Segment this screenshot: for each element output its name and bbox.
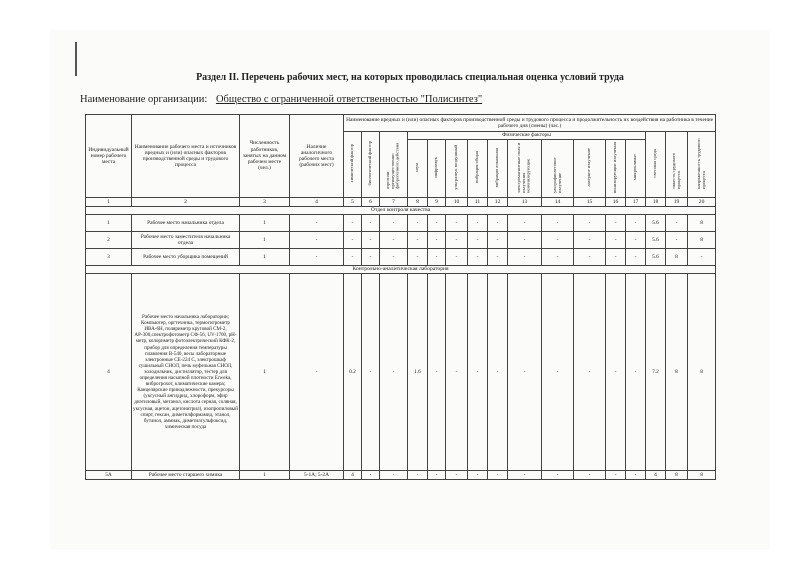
col-number: 4 <box>290 198 344 207</box>
row-name: Рабочее место начальника отдела <box>132 215 240 232</box>
row-id: 3 <box>86 249 132 266</box>
row-value: - <box>408 232 428 249</box>
row-value: - <box>468 215 488 232</box>
header-f16: ионизирующие излучения <box>612 141 618 194</box>
organization-label: Наименование организации: <box>80 94 208 105</box>
row-analog: - <box>290 215 344 232</box>
col-number: 12 <box>488 198 508 207</box>
row-count: 1 <box>240 215 290 232</box>
header-f20: напряженность трудового процесса <box>695 138 706 190</box>
row-id: 4 <box>86 274 132 471</box>
table-row <box>86 249 716 266</box>
row-name: Рабочее место заместителя начальника отдела <box>132 232 240 249</box>
header-f14: ультрафиолетовое излучение <box>551 157 562 194</box>
row-value: - <box>362 471 380 480</box>
organization-line <box>80 94 482 105</box>
row-value: - <box>344 232 362 249</box>
col-number: 3 <box>240 198 290 207</box>
row-value: - <box>488 232 508 249</box>
row-value: - <box>574 249 606 266</box>
row-value: - <box>446 249 468 266</box>
col-number: 1 <box>86 198 132 207</box>
col-number: 10 <box>446 198 468 207</box>
row-count: 1 <box>240 274 290 471</box>
row-value: - <box>380 471 408 480</box>
row-value: - <box>688 249 716 266</box>
header-f10: ультразвук воздушный <box>453 145 459 190</box>
header-f6: биологический фактор <box>367 141 373 186</box>
row-analog: 5-1А; 5-2А <box>290 471 344 480</box>
row-value: - <box>488 215 508 232</box>
col-number: 11 <box>468 198 488 207</box>
row-value: - <box>428 232 446 249</box>
row-value: - <box>344 215 362 232</box>
row-value: - <box>446 232 468 249</box>
header-factors-group: Наименование вредных и (или) опасных факторов производственной среды и трудового процесса и продолжительность их воздействия на работника в течение рабочего дня (смены) (час.) <box>344 115 716 132</box>
row-value: 8 <box>688 471 716 480</box>
row-value: - <box>488 274 508 471</box>
row-value: - <box>606 471 626 480</box>
row-value: - <box>468 232 488 249</box>
header-f9: инфразвук <box>433 157 439 178</box>
header-f8: шум <box>414 163 420 172</box>
header-count: Численность работников, занятых на данном рабочем месте (чел.) <box>240 115 290 198</box>
col-number: 14 <box>542 198 574 207</box>
row-value: - <box>606 249 626 266</box>
row-value: - <box>574 215 606 232</box>
row-value: - <box>344 249 362 266</box>
row-value: - <box>606 274 626 471</box>
row-value: 8 <box>688 232 716 249</box>
section-row <box>86 207 716 215</box>
col-number: 20 <box>688 198 716 207</box>
row-value: - <box>488 249 508 266</box>
row-value: - <box>508 249 542 266</box>
row-value: - <box>446 215 468 232</box>
row-value: - <box>380 232 408 249</box>
row-id: 1 <box>86 215 132 232</box>
col-number: 8 <box>408 198 428 207</box>
header-f5: химический фактор <box>349 144 355 183</box>
header-f7: аэрозоли преимущественно фиброгенного действия <box>385 143 400 190</box>
row-value: 7.2 <box>646 274 666 471</box>
row-value: - <box>446 471 468 480</box>
row-analog: - <box>290 232 344 249</box>
row-value: - <box>574 232 606 249</box>
row-value: - <box>428 274 446 471</box>
row-value: - <box>542 274 574 471</box>
col-number: 7 <box>380 198 408 207</box>
header-name: Наименование рабочего места и источников вредных и (или) опасных факторов производственной среды и трудового процесса <box>132 115 240 198</box>
row-count: 1 <box>240 471 290 480</box>
row-value: 5.6 <box>646 215 666 232</box>
row-value: - <box>508 274 542 471</box>
table-row <box>86 274 716 471</box>
row-value: - <box>446 274 468 471</box>
row-value: - <box>408 471 428 480</box>
header-f13: электромагнитные поля и излучения неионизирующие <box>516 143 531 194</box>
row-value: - <box>428 471 446 480</box>
section-title: Раздел II. Перечень рабочих мест, на которых проводилась специальная оценка условий труда <box>196 72 624 83</box>
column-number-row <box>86 198 716 207</box>
row-id: 2 <box>86 232 132 249</box>
header-analog: Наличие аналогичного рабочего места (рабочих мест) <box>290 115 344 198</box>
row-value: - <box>428 215 446 232</box>
header-id: Индивидуальный номер рабочего места <box>86 115 132 198</box>
row-value: - <box>542 249 574 266</box>
header-f17: микроклимат <box>632 154 638 181</box>
row-analog: - <box>290 249 344 266</box>
row-value: - <box>468 274 488 471</box>
row-value: 5.6 <box>646 249 666 266</box>
col-number: 6 <box>362 198 380 207</box>
row-value: 1.6 <box>408 274 428 471</box>
row-value: - <box>626 274 646 471</box>
row-value: 8 <box>666 274 688 471</box>
row-value: 8 <box>666 471 688 480</box>
header-f19: тяжесть трудового процесса <box>670 153 681 190</box>
row-value: - <box>468 471 488 480</box>
row-value: 8 <box>688 274 716 471</box>
header-f12: вибрация локальная <box>494 147 500 188</box>
header-row-1 <box>86 115 716 132</box>
row-value: - <box>626 249 646 266</box>
row-value: - <box>542 471 574 480</box>
row-value: - <box>666 215 688 232</box>
row-count: 1 <box>240 232 290 249</box>
col-number: 15 <box>574 198 606 207</box>
row-value: 8 <box>688 215 716 232</box>
header-f18: световая среда <box>652 149 658 178</box>
col-number: 2 <box>132 198 240 207</box>
row-value: - <box>488 471 508 480</box>
row-value: - <box>574 471 606 480</box>
section-row <box>86 266 716 274</box>
row-value: - <box>468 249 488 266</box>
row-value: 4 <box>646 471 666 480</box>
section-quality-control: Отдел контроля качества <box>86 207 716 215</box>
row-name: Рабочее место начальника лаборатории; Компьютер, оргтехника, термогигрометр ИВА-6Н, поляриметр круговой СМ-2, АР-300,спектрофотометр СФ-56, UV-1700, pH-метр, колориметр фотоэлектрический КФК-2, прибор для определения температуры плавления В-540, весы лабораторные электронные CE-224 C, электрошкаф сушильный СНОЛ, печь муфельная СНОЛ, холодильник, дистиллятор, тестер для определения насыпной плотности Erweka, виброгрохот, климатические камера; Канцелярские принадлежности, прекурсоры (уксусный ангидрид, хлороформ, эфир диэтиловый, метанол, кислота серная, соляная, уксусная, ацетон, ацетонитрил), изопропиловый спирт, гексан, диметилформамид, этанол, бутанол, аммиак, диметилсульфоксид, химическая посуда <box>132 274 240 471</box>
table-row <box>86 215 716 232</box>
col-number: 13 <box>508 198 542 207</box>
header-f15: лазерное излучение <box>586 148 592 187</box>
col-number: 19 <box>666 198 688 207</box>
row-value: - <box>380 249 408 266</box>
row-value: - <box>380 274 408 471</box>
row-value: - <box>380 215 408 232</box>
row-value: - <box>362 274 380 471</box>
row-value: 5.6 <box>646 232 666 249</box>
col-number: 18 <box>646 198 666 207</box>
col-number: 17 <box>626 198 646 207</box>
row-value: - <box>626 215 646 232</box>
row-value: - <box>606 232 626 249</box>
row-value: - <box>508 232 542 249</box>
row-value: - <box>574 274 606 471</box>
row-value: - <box>606 215 626 232</box>
row-name: Рабочее место старшего химика <box>132 471 240 480</box>
binding-mark <box>75 42 77 76</box>
header-physical: Физические факторы <box>408 132 646 140</box>
row-value: - <box>666 232 688 249</box>
row-value: - <box>508 215 542 232</box>
row-value: - <box>626 471 646 480</box>
header-f11: вибрация общая <box>474 151 480 184</box>
row-value: - <box>408 249 428 266</box>
row-value: - <box>508 471 542 480</box>
row-value: - <box>428 249 446 266</box>
row-value: 4 <box>344 471 362 480</box>
row-value: - <box>362 232 380 249</box>
section-lab: Контрольно-аналитическая лаборатория <box>86 266 716 274</box>
row-value: - <box>626 232 646 249</box>
table-row <box>86 471 716 480</box>
row-name: Рабочее место уборщика помещений <box>132 249 240 266</box>
row-value: - <box>362 249 380 266</box>
col-number: 9 <box>428 198 446 207</box>
col-number: 16 <box>606 198 626 207</box>
row-value: - <box>362 215 380 232</box>
row-value: 0.2 <box>344 274 362 471</box>
col-number: 5 <box>344 198 362 207</box>
row-value: - <box>542 232 574 249</box>
row-id: 5А <box>86 471 132 480</box>
workplaces-table <box>85 114 716 480</box>
row-value: - <box>542 215 574 232</box>
row-analog: - <box>290 274 344 471</box>
organization-name: Общество с ограниченной ответственностью "Полисинтез" <box>215 94 483 105</box>
row-count: 1 <box>240 249 290 266</box>
table-row <box>86 232 716 249</box>
row-value: 8 <box>666 249 688 266</box>
row-value: - <box>408 215 428 232</box>
